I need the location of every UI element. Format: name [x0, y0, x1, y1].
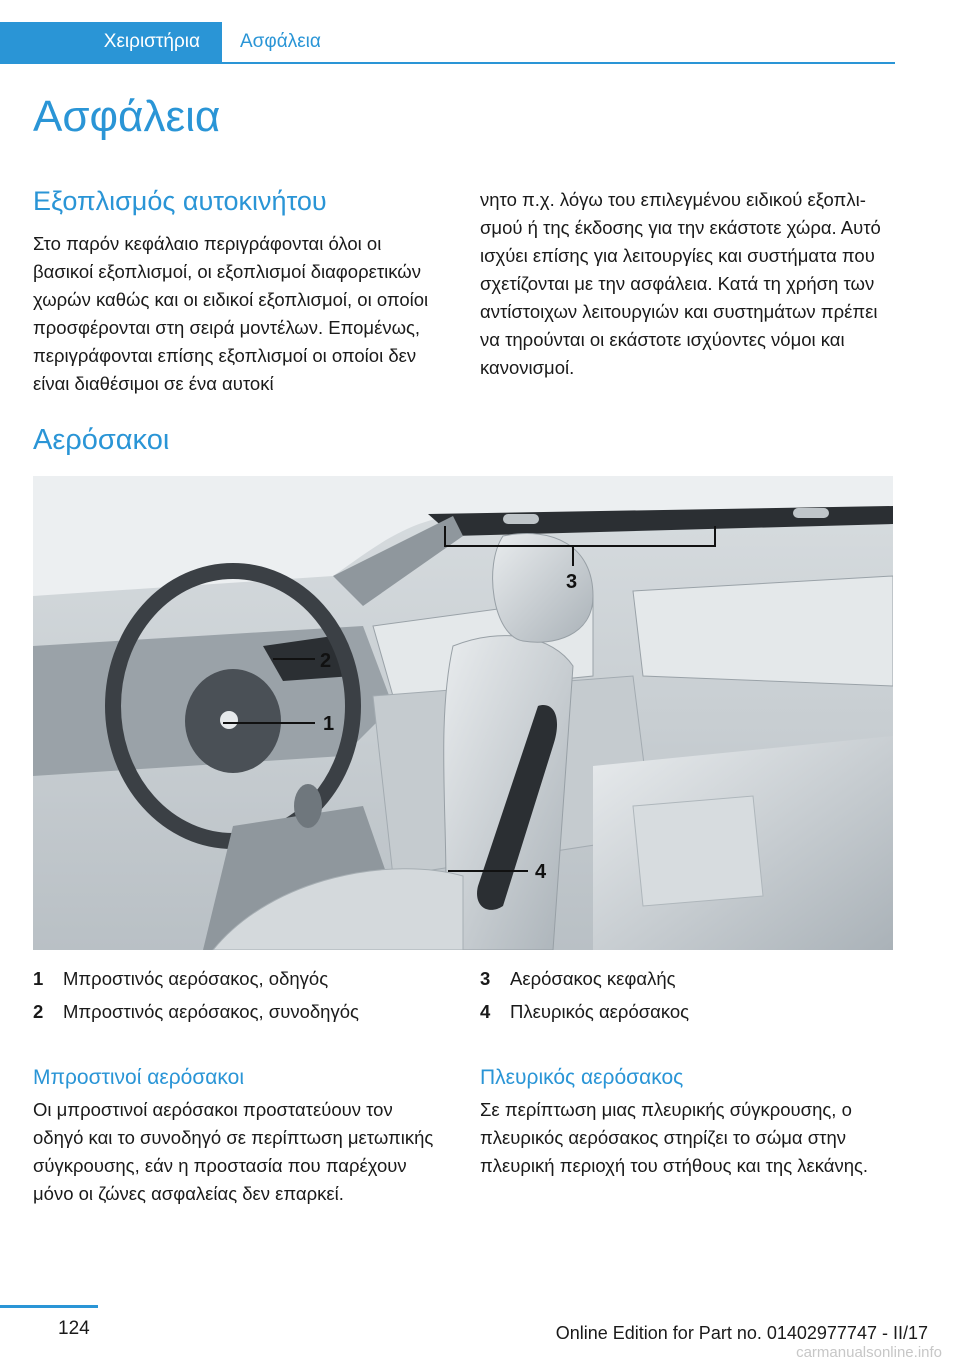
page-number: 124 — [58, 1318, 90, 1339]
legend-item — [33, 995, 453, 1028]
legend-label: Αερόσακος κεφαλής — [510, 968, 676, 989]
equipment-text-right: νητο π.χ. λόγω του επιλεγμένου ειδικού εξοπλισμού ή της έκδοσης για την εκάστοτε χώρα. Αυτό ισχύει επίσης για λειτουργίες και συστήματα που σχετίζονται με την ασφάλεια. Κατά τη χρήση των αντίστοιχων λειτουργιών και συστημάτων πρέπει να τηρούνται οι εκάστοτε ισχύοντες νόμοι και κανονισμοί. — [480, 189, 881, 378]
side-airbag-heading: Πλευρικός αερόσακος — [480, 1066, 684, 1089]
legend-label: Πλευρικός αερόσακος — [510, 1001, 690, 1022]
watermark: carmanualsonline.info — [796, 1344, 942, 1361]
equipment-heading: Εξοπλισμός αυτοκινήτου — [33, 186, 327, 216]
legend-number: 2 — [33, 1001, 44, 1022]
legend-right — [480, 962, 890, 1028]
callout-1: 1 — [323, 713, 335, 735]
legend-number: 3 — [480, 968, 491, 989]
legend-label: Μπροστινός αερόσακος, οδηγός — [63, 968, 329, 989]
legend-label: Μπροστινός αερόσακος, συνοδηγός — [63, 1001, 359, 1022]
side-airbag-text: Σε περίπτωση μιας πλευρικής σύγκρουσης, ο πλευρικός αερόσακος στηρίζει το σώμα στην πλευρική περιοχή του στήθους και της λεκάνης. — [480, 1099, 869, 1176]
legend-item — [480, 962, 890, 995]
airbag-illustration — [33, 476, 893, 950]
airbags-heading: Αερόσακοι — [33, 424, 170, 456]
tab-controls[interactable]: Χειριστήρια — [0, 22, 222, 62]
page-title: Ασφάλεια — [33, 92, 221, 141]
footer-divider — [0, 1305, 98, 1308]
callout-3: 3 — [566, 571, 578, 593]
front-airbags-text: Οι μπροστινοί αερόσακοι προστατεύουν τον οδηγό και το συνοδηγό σε περίπτωση μετωπικής σύγκρουσης, εάν η προστασία που παρέχουν μόνο οι ζώνες ασφαλείας δεν επαρκεί. — [33, 1099, 434, 1204]
edition-info: Online Edition for Part no. 01402977747 - II/17 — [555, 1323, 928, 1343]
front-airbags-heading: Μπροστινοί αερόσακοι — [33, 1066, 245, 1089]
equipment-text-left: Στο παρόν κεφάλαιο περιγράφονται όλοι οι βασικοί εξοπλισμοί, οι εξοπλισμοί διαφορετικών χωρών καθώς και οι ειδικοί εξοπλισμοί, οι οποίοι προσφέρονται στη σειρά μοντέλων. Επομένως, περιγράφονται επίσης εξοπλισμοί οι οποίοι δεν είναι διαθέσιμοι σε ένα αυτοκί — [33, 233, 429, 394]
legend-left — [33, 962, 453, 1028]
legend-item — [33, 962, 453, 995]
legend-number: 4 — [480, 1001, 491, 1022]
legend-item — [480, 995, 890, 1028]
header-tabbar — [0, 22, 895, 64]
legend-number: 1 — [33, 968, 44, 989]
tab-safety[interactable]: Ασφάλεια — [240, 31, 321, 52]
callout-2: 2 — [320, 650, 332, 672]
car-interior-drawing — [33, 476, 893, 950]
callout-4: 4 — [535, 861, 547, 883]
